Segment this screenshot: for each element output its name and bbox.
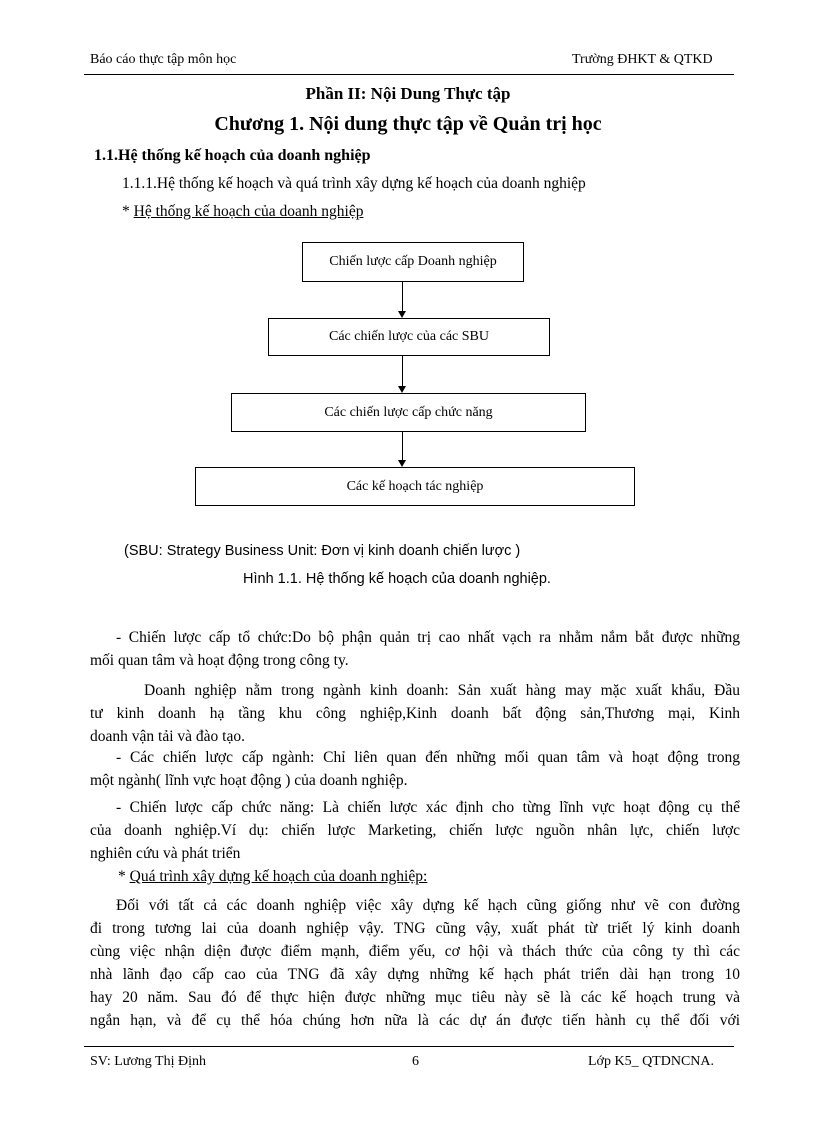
- diagram-connector: [402, 356, 403, 387]
- diagram-box-functional: Các chiến lược cấp chức năng: [231, 393, 586, 432]
- header-right: Trường ĐHKT & QTKD: [572, 52, 713, 67]
- text-line: Đối với tất cả các doanh nghiệp việc xây dựng kế hạch cũng giống như vẽ con đường: [116, 897, 740, 914]
- arrow-down-icon: [398, 311, 406, 318]
- page-number: 6: [412, 1054, 419, 1069]
- diagram-box-operational: Các kế hoạch tác nghiệp: [195, 467, 635, 506]
- sbu-note: (SBU: Strategy Business Unit: Đơn vị kinh doanh chiến lược ): [124, 543, 521, 559]
- paragraph-planning-process: [90, 894, 740, 1032]
- text-line: doanh vận tải và đào tạo.: [90, 728, 245, 745]
- part-title: Phần II: Nội Dung Thực tập: [305, 84, 511, 103]
- chapter-title: Chương 1. Nội dung thực tập về Quản trị học: [214, 113, 602, 135]
- bullet-text: Hệ thống kế hoạch của doanh nghiệp: [133, 203, 364, 220]
- bullet-planning-process: [118, 868, 427, 886]
- text-line: cùng việc nhận diện được điểm mạnh, điểm yếu, cơ hội và thách thức của công ty thì các: [90, 943, 740, 960]
- header-left: Báo cáo thực tập môn học: [90, 52, 237, 67]
- arrow-down-icon: [398, 460, 406, 467]
- footer-right: Lớp K5_ QTDNCNA.: [588, 1054, 715, 1069]
- text-line: nghiên cứu và phát triển: [90, 845, 241, 862]
- diagram-box-sbu: Các chiến lược của các SBU: [268, 318, 550, 356]
- text-line: một ngành( lĩnh vực hoạt động ) của doanh nghiệp.: [90, 772, 408, 789]
- paragraph-organization-strategy: [90, 626, 740, 672]
- diagram-connector: [402, 282, 403, 312]
- subsection-heading: 1.1.1.Hệ thống kế hoạch và quá trình xây dựng kế hoạch của doanh nghiệp: [122, 175, 586, 192]
- text-line: của doanh nghiệp.Ví dụ: chiến lược Marketing, chiến lược nguồn nhân lực, chiến lược: [90, 822, 740, 839]
- text-line: mối quan tâm và hoạt động trong công ty.: [90, 652, 349, 669]
- text-line: ngắn hạn, và để cụ thể hóa chúng hơn nữa là các dự án được tiến hành cụ thể đối với: [90, 1012, 740, 1029]
- paragraph-industry-strategy: [90, 746, 740, 792]
- arrow-down-icon: [398, 386, 406, 393]
- text-line: hay 20 năm. Sau đó để thực hiện được những mục tiêu này sẽ là các kế hoạch trung và: [90, 989, 740, 1006]
- bullet-star: *: [118, 868, 130, 885]
- text-line: nhà lãnh đạo cấp cao của TNG đã xây dựng những kế hạch phát triển dài hạn trong 10: [90, 966, 740, 983]
- paragraph-functional-strategy: [90, 796, 740, 865]
- text-line: - Chiến lược cấp tổ chức:Do bộ phận quản trị cao nhất vạch ra nhằm nắm bắt được những: [116, 629, 740, 646]
- section-heading: 1.1.Hệ thống kế hoạch của doanh nghiệp: [94, 147, 371, 164]
- text-line: Doanh nghiệp nằm trong ngành kinh doanh: Sản xuất hàng may mặc xuất khẩu, Đầu: [144, 682, 740, 699]
- header-rule: [84, 74, 734, 75]
- diagram-box-corporate: Chiến lược cấp Doanh nghiệp: [302, 242, 524, 282]
- bullet-text: Quá trình xây dựng kế hoạch của doanh nghiệp:: [129, 868, 428, 885]
- text-line: - Chiến lược cấp chức năng: Là chiến lược xác định cho từng lĩnh vực hoạt động cụ thể: [116, 799, 740, 816]
- footer-rule: [84, 1046, 734, 1047]
- diagram-connector: [402, 432, 403, 461]
- text-line: đi trong tương lai của doanh nghiệp vậy. TNG cũng vậy, xuất phát từ triết lý kinh doanh: [90, 920, 740, 937]
- bullet-star: *: [122, 203, 134, 220]
- text-line: tư kinh doanh hạ tầng khu công nghiệp,Kinh doanh bất động sản,Thương mại, Kinh: [90, 705, 740, 722]
- footer-left: SV: Lương Thị Định: [90, 1054, 206, 1069]
- text-line: - Các chiến lược cấp ngành: Chỉ liên quan đến những mối quan tâm và hoạt động trong: [116, 749, 740, 766]
- bullet-planning-system: [122, 203, 363, 221]
- paragraph-business-lines: [90, 679, 740, 748]
- figure-caption: Hình 1.1. Hệ thống kế hoạch của doanh nghiệp.: [243, 571, 551, 587]
